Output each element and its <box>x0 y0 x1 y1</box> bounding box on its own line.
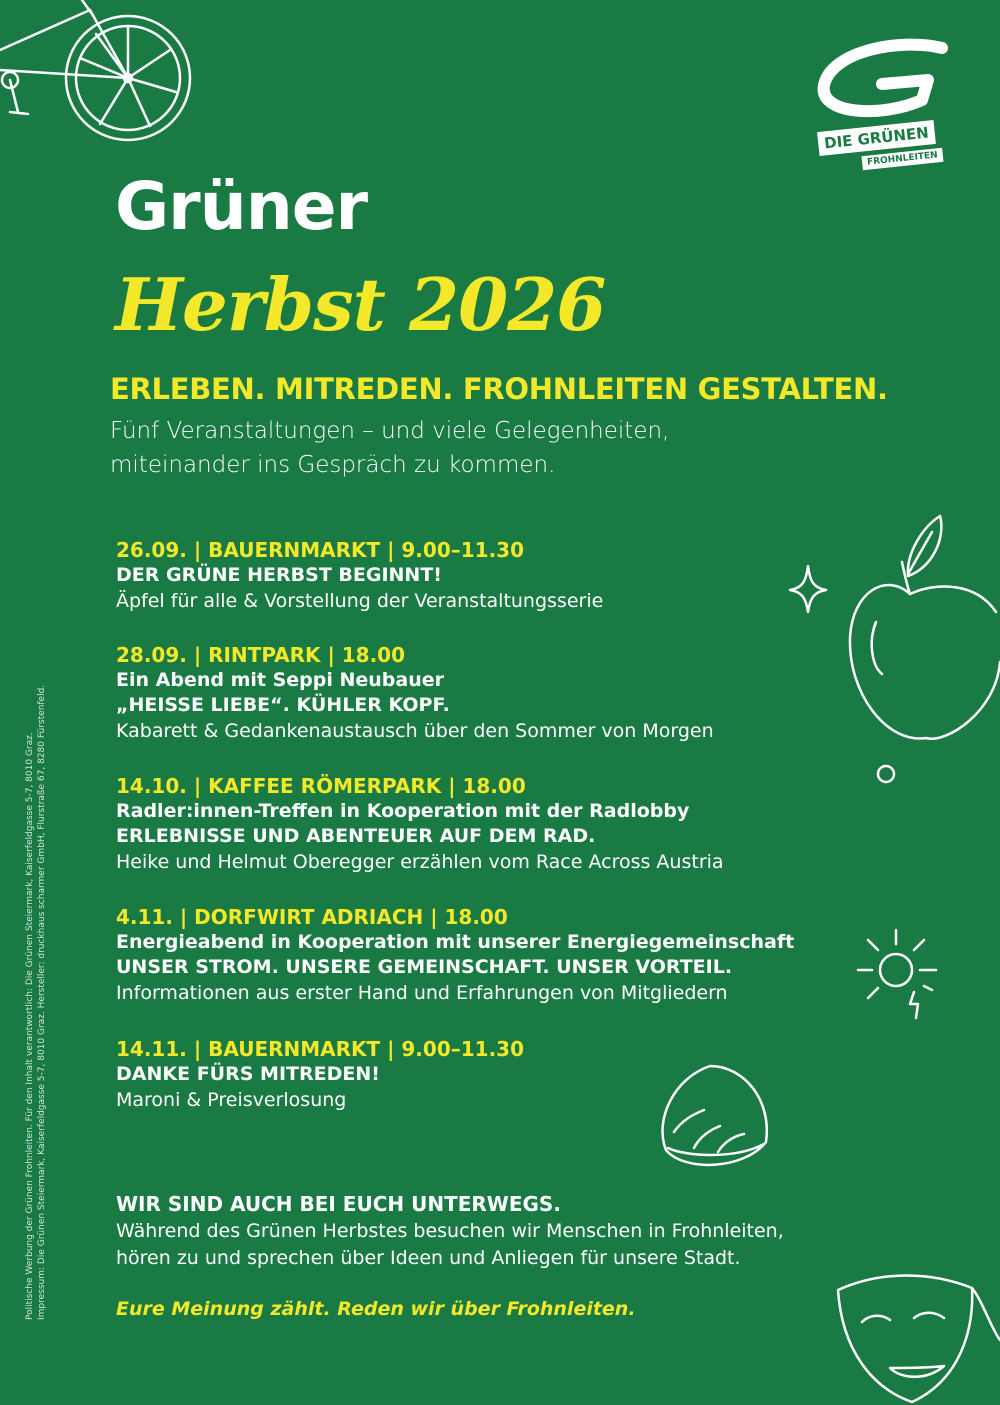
closing-line: Eure Meinung zählt. Reden wir über Frohnleiten. <box>116 1298 636 1320</box>
event-description: Informationen aus erster Hand und Erfahrungen von Mitgliedern <box>116 982 728 1004</box>
event-heading: 26.09. | BAUERNMARKT | 9.00–11.30 <box>116 538 524 562</box>
outro-line: Während des Grünen Herbstes besuchen wir Menschen in Frohnleiten, <box>116 1220 784 1242</box>
title-line-1: Grüner <box>115 168 368 245</box>
event-line: Radler:innen-Treffen in Kooperation mit der Radlobby <box>116 800 690 822</box>
bicycle-icon <box>0 0 200 150</box>
event-description: Heike und Helmut Oberegger erzählen vom Race Across Austria <box>116 851 724 873</box>
outro-heading: WIR SIND AUCH BEI EUCH UNTERWEGS. <box>116 1192 561 1216</box>
chestnut-icon <box>654 1060 774 1172</box>
apple-icon <box>846 512 1000 752</box>
event-heading: 28.09. | RINTPARK | 18.00 <box>116 643 406 667</box>
event-description: Kabarett & Gedankenaustausch über den Sommer von Morgen <box>116 720 714 742</box>
event-line: UNSER STROM. UNSERE GEMEINSCHAFT. UNSER VORTEIL. <box>116 956 733 978</box>
imprint <box>24 600 48 1320</box>
logo-location-text: FROHNLEITEN <box>861 148 943 170</box>
theater-mask-icon <box>832 1270 1000 1405</box>
intro-line: Fünf Veranstaltungen – und viele Gelegenheiten, <box>110 418 670 444</box>
title-line-2: Herbst 2026 <box>115 262 606 347</box>
event-2 <box>116 642 856 744</box>
event-description: Äpfel für alle & Vorstellung der Veranstaltungsserie <box>116 590 604 612</box>
event-4 <box>116 904 856 1006</box>
event-3 <box>116 773 856 875</box>
event-line: „HEISSE LIEBE“. KÜHLER KOPF. <box>116 694 450 716</box>
event-heading: 14.11. | BAUERNMARKT | 9.00–11.30 <box>116 1037 524 1061</box>
sun-icon <box>854 926 944 1022</box>
slogan: ERLEBEN. MITREDEN. FROHNLEITEN GESTALTEN. <box>110 372 888 406</box>
event-line: ERLEBNISSE UND ABENTEUER AUF DEM RAD. <box>116 825 596 847</box>
event-heading: 14.10. | KAFFEE RÖMERPARK | 18.00 <box>116 774 526 798</box>
sparkle-icon <box>786 562 830 616</box>
event-line: Ein Abend mit Seppi Neubauer <box>116 669 444 691</box>
event-heading: 4.11. | DORFWIRT ADRIACH | 18.00 <box>116 905 508 929</box>
intro <box>110 414 669 482</box>
logo-g-mark <box>812 40 962 130</box>
event-line: Energieabend in Kooperation mit unserer Energiegemeinschaft <box>116 931 795 953</box>
imprint-line: Impressum: Die Grünen Steiermark, Kaiserfeldgasse 5-7, 8010 Graz. Hersteller: druckhaus scharmer GmbH, Flurstraße 67, 8280 Fürstenfeld. <box>37 684 47 1320</box>
outro-line: hören zu und sprechen über Ideen und Anliegen für unsere Stadt. <box>116 1247 741 1269</box>
imprint-line: Politische Werbung der Grünen Frohnleiten. Für den Inhalt verantwortlich: Die Grünen Steiermark, Kaiserfeldgasse 5-7, 8010 Graz. <box>25 732 35 1320</box>
logo-brand-text: DIE GRÜNEN <box>817 120 936 156</box>
outro <box>116 1190 784 1272</box>
event-line: DANKE FÜRS MITREDEN! <box>116 1063 380 1085</box>
event-1 <box>116 537 856 614</box>
party-logo <box>812 40 962 180</box>
event-line: DER GRÜNE HERBST BEGINNT! <box>116 564 442 586</box>
intro-line: miteinander ins Gespräch zu kommen. <box>110 452 556 478</box>
event-description: Maroni & Preisverlosung <box>116 1089 347 1111</box>
